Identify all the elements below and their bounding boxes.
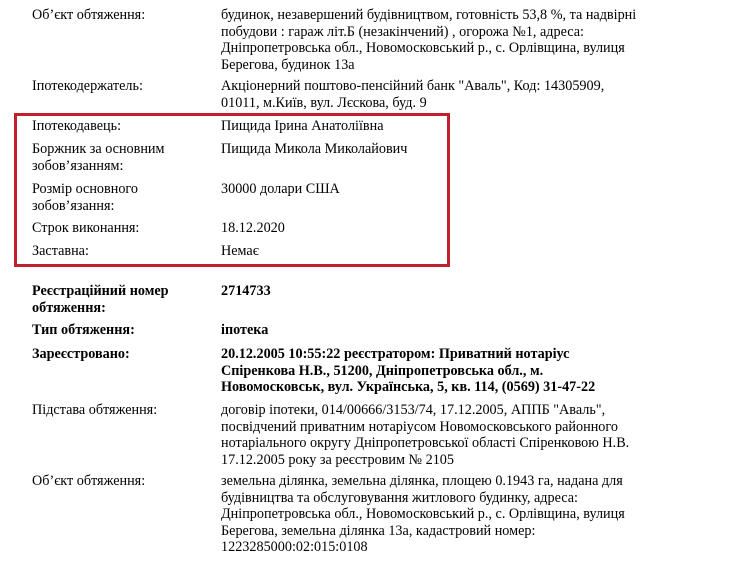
field-value: будинок, незавершений будівництвом, готовність 53,8 %, та надвірні побудови : гараж літ.Б (незакінчений) , огорожа №1, адреса: Дніпропетровська обл., Новомосковський р., с. Орлівщина, вулиця Берегова, будинок 13а	[221, 7, 637, 73]
field-value: договір іпотеки, 014/00666/3153/74, 17.12.2005, АППБ "Аваль", посвідчений приватним нотаріусом Новомосковського районного нотаріального округу Дніпропетровської області Спіренковою Н.В. 17.12.2005 року за реєстровим № 2105	[221, 402, 630, 468]
field-value: Пищида Ірина Анатоліївна	[221, 118, 384, 134]
field-value: земельна ділянка, земельна ділянка, площею 0.1943 га, надана для будівництва та обслуговування житлового будинку, адреса: Дніпропетровська обл., Новомосковський р., с. Орлівщина, вулиця Берегова, земельна ділянка 13а, кадастровий номер: 1223285000:02:015:0108	[221, 473, 625, 556]
field-label: Тип обтяження:	[32, 322, 135, 338]
field-label: Заставна:	[32, 243, 89, 259]
field-label: Боржник за основним зобов’язанням:	[32, 141, 165, 174]
field-label: Об’єкт обтяження:	[32, 473, 146, 489]
field-label: Розмір основного зобов’язання:	[32, 181, 138, 214]
field-value: 30000 долари США	[221, 181, 340, 197]
field-label: Зареєстровано:	[32, 346, 130, 362]
field-label: Об’єкт обтяження:	[32, 7, 146, 23]
field-label: Іпотекодавець:	[32, 118, 122, 134]
field-label: Строк виконання:	[32, 220, 140, 236]
field-value: Акціонерний поштово-пенсійний банк "Аваль", Код: 14305909, 01011, м.Київ, вул. Лєскова, буд. 9	[221, 78, 605, 111]
field-label: Реєстраційний номер обтяження:	[32, 283, 169, 316]
field-value: Пищида Микола Миколайович	[221, 141, 408, 157]
field-value: 18.12.2020	[221, 220, 285, 236]
field-value: 20.12.2005 10:55:22 реєстратором: Приватний нотаріус Спіренкова Н.В., 51200, Дніпропетровська обл., м. Новомосковськ, вул. Українська, 5, кв. 114, (0569) 31-47-22	[221, 346, 596, 396]
field-value: 2714733	[221, 283, 271, 299]
field-value: іпотека	[221, 322, 269, 338]
field-label: Іпотекодержатель:	[32, 78, 143, 94]
field-value: Немає	[221, 243, 259, 259]
field-label: Підстава обтяження:	[32, 402, 158, 418]
